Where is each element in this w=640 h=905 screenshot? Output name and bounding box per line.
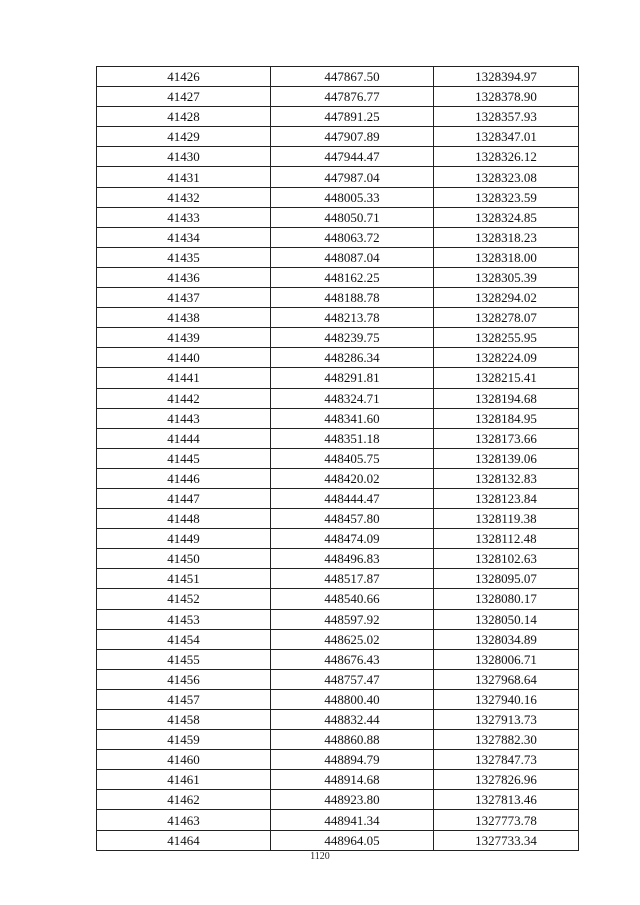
x-coordinate-cell: 448597.92 [271,609,434,629]
y-coordinate-cell: 1327813.46 [434,790,579,810]
y-coordinate-cell: 1328318.23 [434,227,579,247]
point-id-cell: 41437 [97,288,271,308]
table-row [97,589,579,609]
point-id-cell: 41445 [97,448,271,468]
x-coordinate-cell: 448860.88 [271,730,434,750]
y-coordinate-cell: 1327968.64 [434,669,579,689]
point-id-cell: 41439 [97,328,271,348]
x-coordinate-cell: 448540.66 [271,589,434,609]
y-coordinate-cell: 1328215.41 [434,368,579,388]
y-coordinate-cell: 1328095.07 [434,569,579,589]
y-coordinate-cell: 1328347.01 [434,127,579,147]
x-coordinate-cell: 448291.81 [271,368,434,388]
y-coordinate-cell: 1328278.07 [434,308,579,328]
x-coordinate-cell: 447907.89 [271,127,434,147]
y-coordinate-cell: 1327847.73 [434,750,579,770]
x-coordinate-cell: 448420.02 [271,468,434,488]
point-id-cell: 41436 [97,267,271,287]
point-id-cell: 41463 [97,810,271,830]
y-coordinate-cell: 1328050.14 [434,609,579,629]
table-row [97,328,579,348]
y-coordinate-cell: 1328034.89 [434,629,579,649]
y-coordinate-cell: 1328102.63 [434,549,579,569]
y-coordinate-cell: 1327733.34 [434,830,579,850]
x-coordinate-cell: 448239.75 [271,328,434,348]
point-id-cell: 41443 [97,408,271,428]
point-id-cell: 41446 [97,468,271,488]
x-coordinate-cell: 447987.04 [271,167,434,187]
point-id-cell: 41457 [97,689,271,709]
table-row [97,468,579,488]
point-id-cell: 41434 [97,227,271,247]
table-row [97,730,579,750]
table-row [97,207,579,227]
point-id-cell: 41454 [97,629,271,649]
x-coordinate-cell: 448005.33 [271,187,434,207]
x-coordinate-cell: 448894.79 [271,750,434,770]
point-id-cell: 41444 [97,428,271,448]
coordinate-table-body [97,67,579,851]
table-row [97,408,579,428]
table-row [97,127,579,147]
y-coordinate-cell: 1328357.93 [434,107,579,127]
y-coordinate-cell: 1328255.95 [434,328,579,348]
point-id-cell: 41464 [97,830,271,850]
point-id-cell: 41459 [97,730,271,750]
table-row [97,609,579,629]
x-coordinate-cell: 448923.80 [271,790,434,810]
point-id-cell: 41458 [97,710,271,730]
y-coordinate-cell: 1327773.78 [434,810,579,830]
point-id-cell: 41442 [97,388,271,408]
table-row [97,348,579,368]
x-coordinate-cell: 448162.25 [271,267,434,287]
point-id-cell: 41456 [97,669,271,689]
x-coordinate-cell: 448351.18 [271,428,434,448]
point-id-cell: 41462 [97,790,271,810]
table-row [97,147,579,167]
x-coordinate-cell: 448444.47 [271,488,434,508]
point-id-cell: 41433 [97,207,271,227]
y-coordinate-cell: 1328132.83 [434,468,579,488]
y-coordinate-cell: 1328378.90 [434,87,579,107]
x-coordinate-cell: 448914.68 [271,770,434,790]
table-row [97,247,579,267]
x-coordinate-cell: 447944.47 [271,147,434,167]
table-row [97,388,579,408]
x-coordinate-cell: 448517.87 [271,569,434,589]
y-coordinate-cell: 1328112.48 [434,529,579,549]
table-row [97,569,579,589]
x-coordinate-cell: 448800.40 [271,689,434,709]
point-id-cell: 41431 [97,167,271,187]
table-row [97,187,579,207]
y-coordinate-cell: 1328323.08 [434,167,579,187]
table-row [97,750,579,770]
x-coordinate-cell: 448964.05 [271,830,434,850]
table-row [97,529,579,549]
point-id-cell: 41430 [97,147,271,167]
point-id-cell: 41427 [97,87,271,107]
table-row [97,810,579,830]
table-row [97,649,579,669]
x-coordinate-cell: 448474.09 [271,529,434,549]
y-coordinate-cell: 1327913.73 [434,710,579,730]
x-coordinate-cell: 447891.25 [271,107,434,127]
table-row [97,509,579,529]
y-coordinate-cell: 1328224.09 [434,348,579,368]
table-row [97,107,579,127]
y-coordinate-cell: 1328184.95 [434,408,579,428]
point-id-cell: 41461 [97,770,271,790]
point-id-cell: 41440 [97,348,271,368]
y-coordinate-cell: 1328324.85 [434,207,579,227]
table-row [97,488,579,508]
x-coordinate-cell: 448188.78 [271,288,434,308]
table-row [97,629,579,649]
x-coordinate-cell: 448405.75 [271,448,434,468]
table-row [97,67,579,87]
point-id-cell: 41450 [97,549,271,569]
y-coordinate-cell: 1328194.68 [434,388,579,408]
y-coordinate-cell: 1328318.00 [434,247,579,267]
table-row [97,428,579,448]
point-id-cell: 41449 [97,529,271,549]
x-coordinate-cell: 447867.50 [271,67,434,87]
x-coordinate-cell: 448625.02 [271,629,434,649]
x-coordinate-cell: 448324.71 [271,388,434,408]
point-id-cell: 41447 [97,488,271,508]
x-coordinate-cell: 448676.43 [271,649,434,669]
y-coordinate-cell: 1328119.38 [434,509,579,529]
y-coordinate-cell: 1328394.97 [434,67,579,87]
table-row [97,308,579,328]
y-coordinate-cell: 1328305.39 [434,267,579,287]
table-row [97,288,579,308]
table-row [97,669,579,689]
point-id-cell: 41429 [97,127,271,147]
point-id-cell: 41428 [97,107,271,127]
x-coordinate-cell: 448213.78 [271,308,434,328]
y-coordinate-cell: 1328326.12 [434,147,579,167]
point-id-cell: 41453 [97,609,271,629]
x-coordinate-cell: 448496.83 [271,549,434,569]
x-coordinate-cell: 448457.80 [271,509,434,529]
coordinate-table [96,66,579,851]
y-coordinate-cell: 1327826.96 [434,770,579,790]
page-number: 1120 [310,851,330,862]
table-row [97,448,579,468]
table-row [97,87,579,107]
table-row [97,549,579,569]
point-id-cell: 41432 [97,187,271,207]
point-id-cell: 41455 [97,649,271,669]
table-row [97,227,579,247]
x-coordinate-cell: 448757.47 [271,669,434,689]
point-id-cell: 41460 [97,750,271,770]
point-id-cell: 41438 [97,308,271,328]
y-coordinate-cell: 1327882.30 [434,730,579,750]
x-coordinate-cell: 448341.60 [271,408,434,428]
table-row [97,710,579,730]
y-coordinate-cell: 1328080.17 [434,589,579,609]
table-row [97,770,579,790]
x-coordinate-cell: 448832.44 [271,710,434,730]
table-row [97,267,579,287]
x-coordinate-cell: 448941.34 [271,810,434,830]
x-coordinate-cell: 447876.77 [271,87,434,107]
y-coordinate-cell: 1328123.84 [434,488,579,508]
point-id-cell: 41452 [97,589,271,609]
y-coordinate-cell: 1328323.59 [434,187,579,207]
x-coordinate-cell: 448087.04 [271,247,434,267]
y-coordinate-cell: 1328139.06 [434,448,579,468]
y-coordinate-cell: 1327940.16 [434,689,579,709]
table-row [97,368,579,388]
table-row [97,689,579,709]
y-coordinate-cell: 1328173.66 [434,428,579,448]
table-row [97,830,579,850]
point-id-cell: 41435 [97,247,271,267]
y-coordinate-cell: 1328294.02 [434,288,579,308]
x-coordinate-cell: 448063.72 [271,227,434,247]
y-coordinate-cell: 1328006.71 [434,649,579,669]
point-id-cell: 41426 [97,67,271,87]
point-id-cell: 41451 [97,569,271,589]
point-id-cell: 41441 [97,368,271,388]
table-row [97,167,579,187]
table-row [97,790,579,810]
point-id-cell: 41448 [97,509,271,529]
x-coordinate-cell: 448286.34 [271,348,434,368]
x-coordinate-cell: 448050.71 [271,207,434,227]
